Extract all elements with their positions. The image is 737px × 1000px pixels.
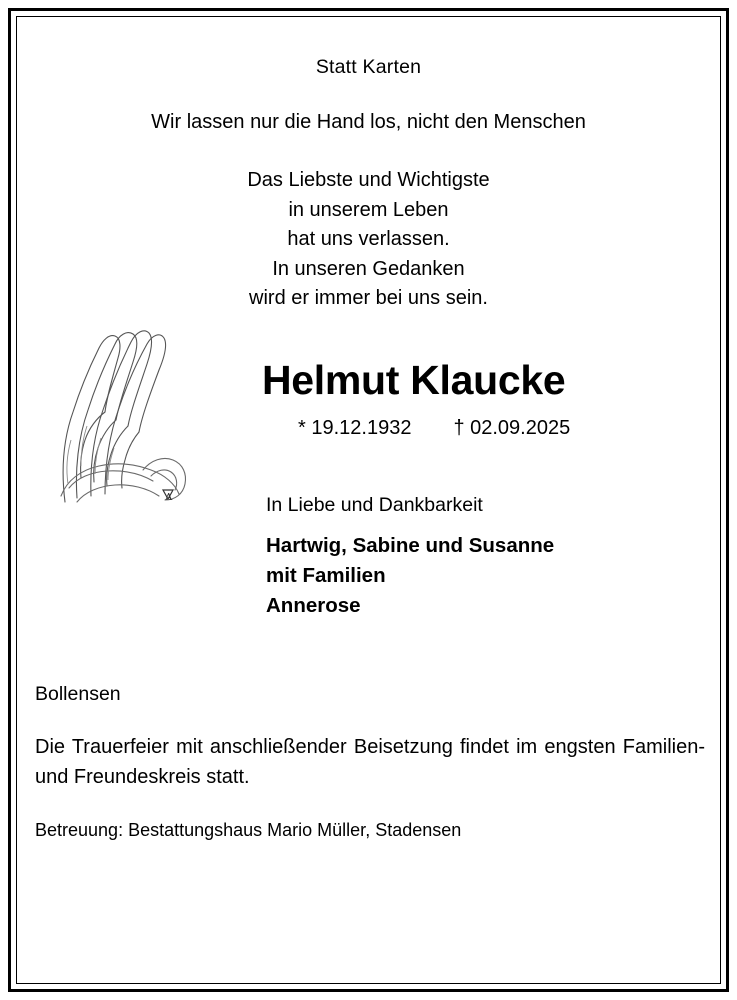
tribute-line: In Liebe und Dankbarkeit <box>266 494 483 517</box>
praying-hands-icon <box>47 320 197 505</box>
family-block <box>30 531 707 621</box>
family-line: Annerose <box>266 593 361 617</box>
verse-line: Das Liebste und Wichtigste <box>247 169 490 191</box>
family-line: Hartwig, Sabine und Susanne <box>266 534 555 558</box>
motto-line: Wir lassen nur die Hand los, nicht den Menschen <box>151 111 586 133</box>
verse-block <box>30 166 707 314</box>
deceased-name: Helmut Klaucke <box>262 356 566 403</box>
life-dates <box>262 417 707 440</box>
verse-line: hat uns verlassen. <box>287 228 450 251</box>
death-date: † 02.09.2025 <box>453 417 571 440</box>
ceremony-text: Die Trauerfeier mit anschließender Beisetzung findet im engsten Familien- und Freundeskreis statt. <box>35 735 705 788</box>
statt-karten-line: Statt Karten <box>315 56 422 78</box>
birth-date: * 19.12.1932 <box>298 417 412 440</box>
verse-line: wird er immer bei uns sein. <box>249 287 488 310</box>
svg-text:ᴀ: ᴀ <box>165 489 173 504</box>
funeral-home-credit: Betreuung: Bestattungshaus Mario Müller, Stadensen <box>35 819 462 840</box>
family-line: mit Familien <box>266 563 386 587</box>
verse-line: in unserem Leben <box>288 198 449 221</box>
place-name: Bollensen <box>35 682 121 705</box>
verse-line: In unseren Gedanken <box>272 257 465 280</box>
notice-content <box>30 30 707 970</box>
